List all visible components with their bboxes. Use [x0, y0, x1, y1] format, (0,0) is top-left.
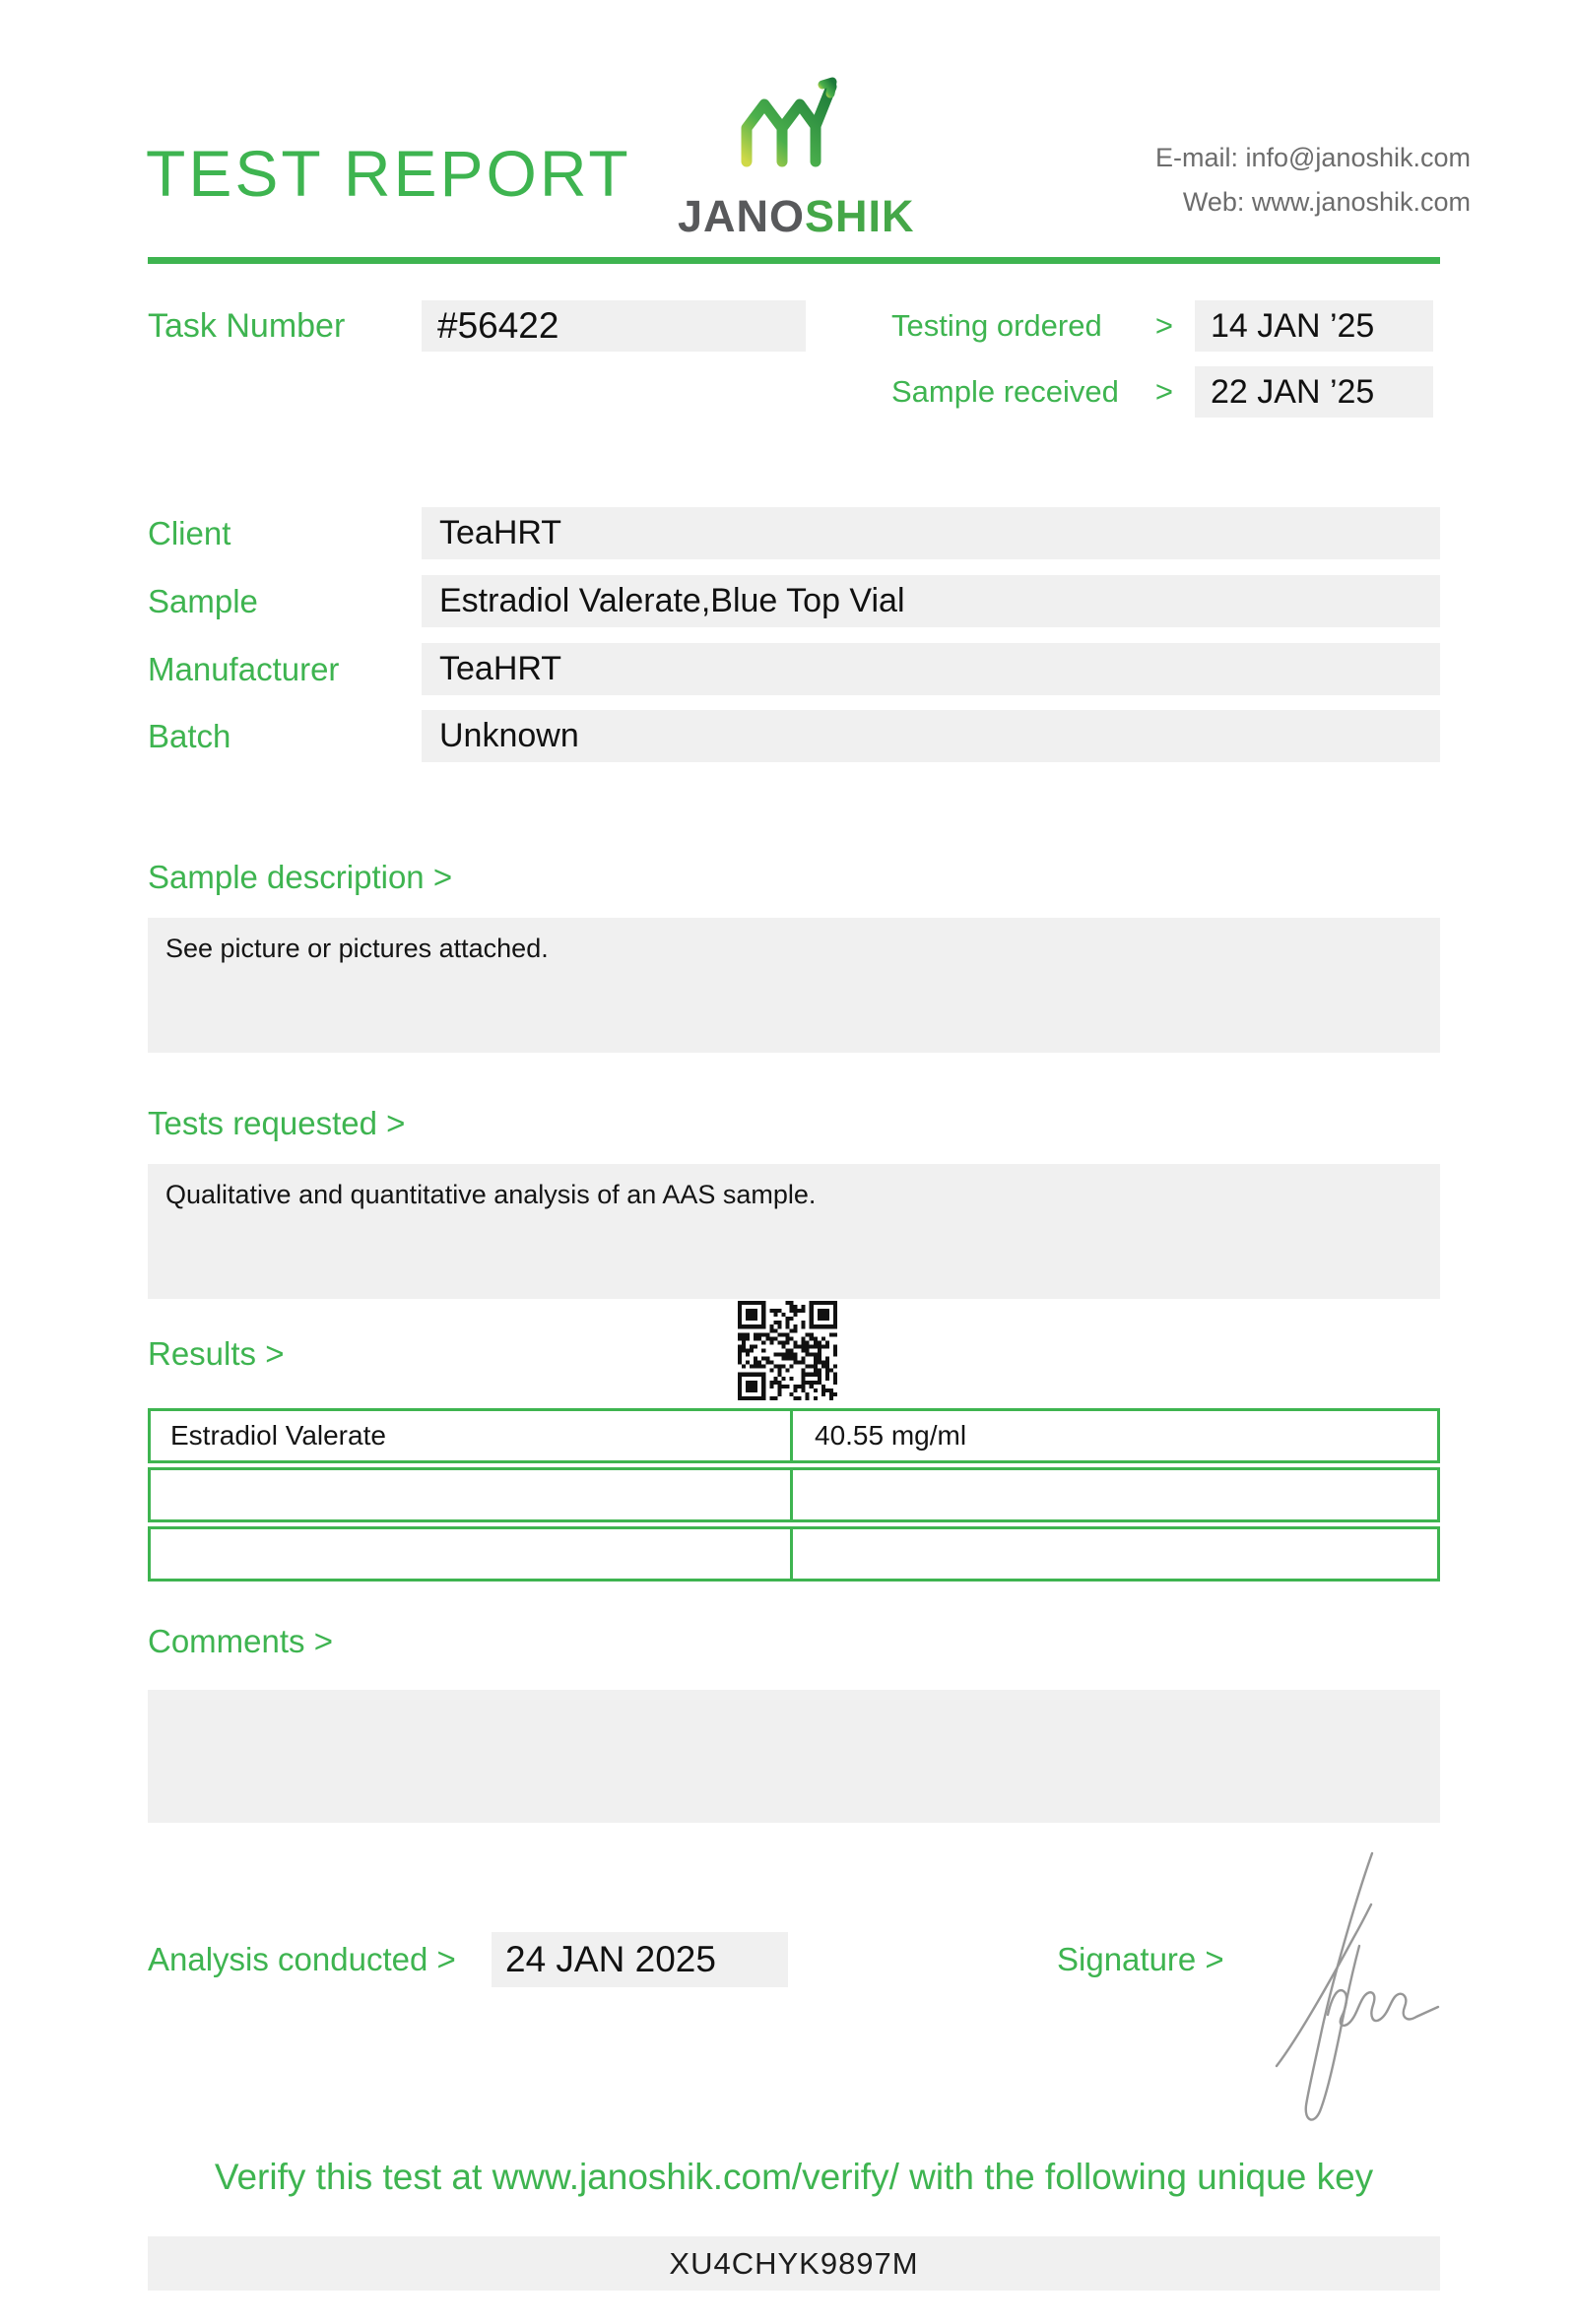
results-table [148, 1408, 1440, 1585]
result-substance-cell [151, 1470, 793, 1519]
analysis-conducted-label: Analysis conducted > [148, 1941, 456, 1977]
manufacturer-label: Manufacturer [148, 651, 340, 687]
table-row [148, 1408, 1440, 1463]
task-number-label: Task Number [148, 307, 346, 345]
result-value-cell [793, 1470, 1437, 1519]
testing-ordered-label: Testing ordered [891, 308, 1102, 343]
comments-box [148, 1690, 1440, 1823]
sample-received-label: Sample received [891, 374, 1119, 409]
table-row [148, 1526, 1440, 1582]
testing-ordered-value: 14 JAN ’25 [1195, 300, 1433, 352]
unique-key-value: XU4CHYK9897M [148, 2236, 1440, 2291]
result-value-cell [793, 1529, 1437, 1579]
analysis-conducted-value: 24 JAN 2025 [492, 1932, 788, 1987]
brand-shik: SHIK [805, 191, 915, 241]
sample-received-row [891, 366, 1433, 418]
sample-description-heading: Sample description > [148, 859, 453, 895]
testing-ordered-arrow: > [1154, 308, 1173, 343]
sample-value: Estradiol Valerate,Blue Top Vial [422, 575, 1440, 627]
batch-label: Batch [148, 718, 231, 754]
brand-jano: JANO [678, 191, 806, 241]
signature-scribble [1271, 1847, 1448, 2143]
header-divider [148, 257, 1440, 264]
qr-code [738, 1301, 837, 1400]
results-heading: Results > [148, 1335, 285, 1372]
sample-received-arrow: > [1154, 374, 1173, 409]
testing-ordered-row [891, 300, 1433, 352]
brand-wordmark [678, 191, 915, 242]
tests-requested-box: Qualitative and quantitative analysis of an AAS sample. [148, 1164, 1440, 1299]
task-number-value: #56422 [422, 300, 806, 352]
result-value-cell: 40.55 mg/ml [815, 1420, 967, 1451]
page-title: TEST REPORT [146, 137, 631, 210]
result-substance-cell: Estradiol Valerate [151, 1411, 793, 1460]
verify-instruction: Verify this test at www.janoshik.com/verify/ with the following unique key [214, 2157, 1374, 2197]
manufacturer-value: TeaHRT [422, 643, 1440, 695]
contact-block [1155, 136, 1471, 225]
comments-heading: Comments > [148, 1623, 333, 1659]
sample-label: Sample [148, 583, 258, 619]
tests-requested-heading: Tests requested > [148, 1105, 406, 1141]
logo-chart-icon [739, 77, 837, 167]
contact-email: E-mail: info@janoshik.com [1154, 143, 1471, 172]
contact-web: Web: www.janoshik.com [1182, 187, 1471, 217]
client-label: Client [148, 515, 231, 551]
sample-received-value: 22 JAN ’25 [1195, 366, 1433, 418]
sample-description-box: See picture or pictures attached. [148, 918, 1440, 1053]
client-value: TeaHRT [422, 507, 1440, 559]
signature-label: Signature > [1057, 1941, 1224, 1977]
batch-value: Unknown [422, 710, 1440, 762]
result-substance-cell [151, 1529, 793, 1579]
table-row [148, 1467, 1440, 1522]
